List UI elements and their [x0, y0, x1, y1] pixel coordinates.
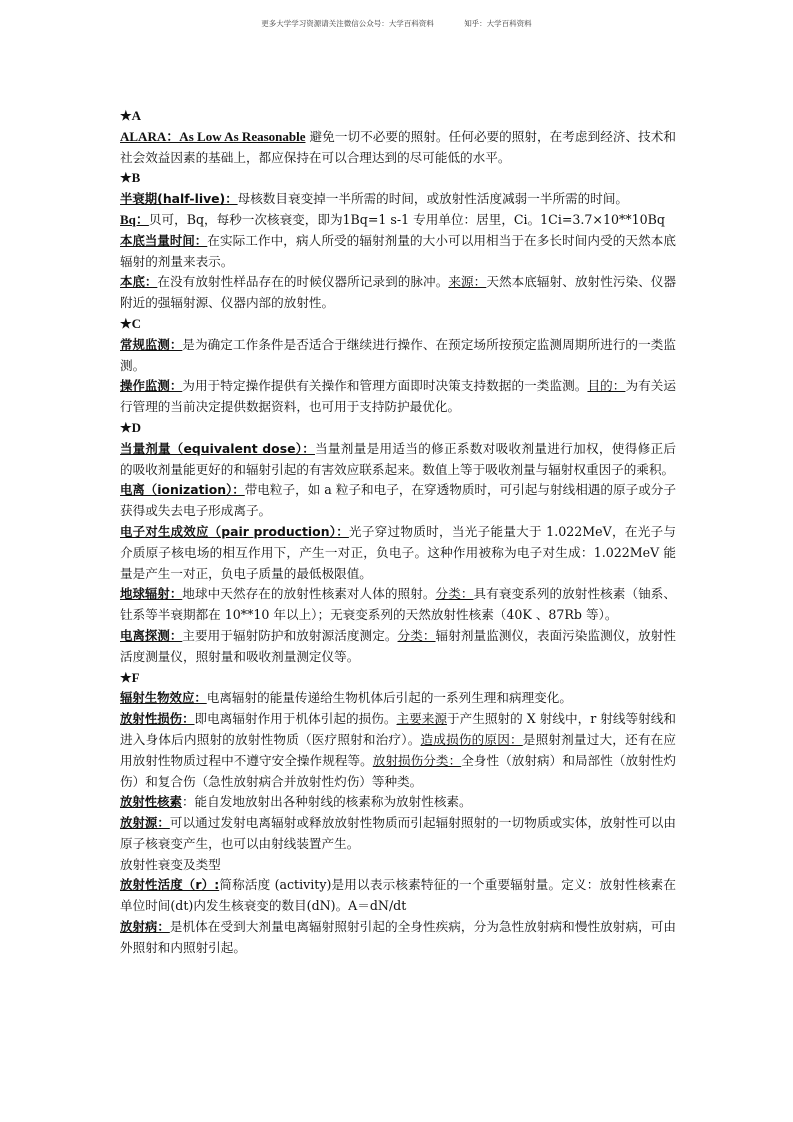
definition-bq: 贝可，Bq，每秒一次核衰变，即为1Bq=1 s-1 专用单位：居里，Ci。1Ci=3.7×10**10Bq: [148, 211, 665, 227]
entry-operation-monitoring: [120, 376, 676, 418]
definition-ionization-detection: 主要用于辐射防护和放射源活度测定。: [182, 627, 398, 643]
section-heading-f: ★F: [120, 669, 140, 685]
definition-alara: 避免一切不必要的照射。任何必要的照射，在考虑到经济、技术和社会效益因素的基础上，都应保持在可以合理达到的尽可能低的水平。: [120, 128, 676, 165]
label-operation-purpose: 目的：: [587, 378, 626, 394]
entry-activity: [120, 875, 676, 917]
term-operation-monitoring: 操作监测：: [120, 378, 183, 394]
text-terrestrial-class: 具有衰变系列的放射性核素（铀系、钍系等半衰期都在 10**10 年以上）；无衰变系列的天然放射性核素（40K 、87Rb 等）。: [120, 586, 677, 623]
term-biological-effect: 辐射生物效应：: [120, 690, 207, 706]
term-background: 本底：: [120, 274, 158, 290]
definition-radiation-sickness: 是机体在受到大剂量电离辐射照射引起的全身性疾病，分为急性放射病和慢性放射病，可由外照射和内照射引起。: [120, 919, 676, 955]
label-injury-class: 放射损伤分类：: [372, 752, 462, 768]
term-radiation-source: 放射源：: [120, 815, 170, 831]
text-detection-class: 辐射剂量监测仪，表面污染监测仪，放射性活度测量仪，照射量和吸收剂量测定仪等。: [120, 627, 677, 664]
definition-radiation-source: 可以通过发射电离辐射或释放放射性物质而引起辐射照射的一切物质或实体，放射性可以由原子核衰变产生，也可以由射线装置产生。: [120, 815, 676, 851]
term-half-life: 半衰期(half-live)：: [120, 191, 238, 207]
definition-activity: 简称活度 (activity)是用以表示核素特征的一个重要辐射量。定义：放射性核素在单位时间(dt)内发生核衰变的数目(dN)。A＝dN/dt: [120, 877, 676, 914]
entry-terrestrial-radiation: [120, 584, 676, 626]
term-background-equivalent-time: 本底当量时间：: [120, 232, 208, 248]
definition-radiation-injury-4: 全身性（放射病）和局部性（放射性灼伤）和复合伤（急性放射病合并放射性灼伤）等种类。: [120, 752, 677, 789]
definition-background-equivalent-time: 在实际工作中，病人所受的辐射剂量的大小可以用相当于在多长时间内受的天然本底辐射的剂量来表示。: [120, 232, 677, 269]
entry-radionuclide: [120, 792, 676, 813]
term-routine-monitoring: 常规监测：: [120, 336, 183, 352]
entry-pair-production: [120, 522, 676, 584]
label-background-source: 来源：: [448, 274, 487, 290]
entry-ionization: [120, 480, 676, 522]
definition-pair-production: 光子穿过物质时，当光子能量大于 1.022MeV，在光子与介质原子核电场的相互作用下，产生一对正，负电子。这种作用被称为电子对生成：1.022MeV 能量是产生一对正，负电子质量的最低极限值。: [120, 523, 677, 581]
label-injury-source: 主要来源: [396, 711, 447, 727]
definition-routine-monitoring: 是为确定工作条件是否适合于继续进行操作、在预定场所按预定监测周期所进行的一类监测。: [120, 336, 677, 373]
term-radiation-injury: 放射性损伤：: [120, 711, 195, 727]
term-equivalent-dose: 当量剂量（equivalent dose）：: [120, 440, 315, 456]
entry-half-life: [120, 189, 676, 210]
entry-radiation-source: [120, 813, 676, 855]
term-pair-production: 电子对生成效应（pair production）：: [120, 523, 349, 539]
header-zhihu-note: 知乎：大学百科资料: [464, 19, 532, 28]
term-alara: ALARA：As Low As Reasonable: [120, 128, 306, 144]
section-heading-a: ★A: [120, 108, 142, 123]
entry-background: [120, 272, 676, 314]
entry-alara: [120, 127, 676, 169]
term-ionization: 电离（ionization）：: [120, 482, 245, 498]
definition-equivalent-dose: 当量剂量是用适当的修正系数对吸收剂量进行加权，使得修正后的吸收剂量能更好的和辐射引起的有害效应联系起来。数值上等于吸收剂量与辐射权重因子的乘积。: [120, 440, 677, 477]
section-heading-c: ★C: [120, 315, 142, 331]
term-radionuclide: 放射性核素: [120, 794, 182, 810]
entry-radiation-sickness: [120, 917, 676, 959]
section-heading-d: ★D: [120, 419, 142, 435]
entry-decay-types: [120, 855, 676, 876]
entry-equivalent-dose: [120, 439, 676, 481]
header-wechat-note: 更多大学学习资源请关注微信公众号：大学百科资料: [261, 19, 434, 28]
text-operation-purpose: 为有关运行管理的当前决定提供数据资料，也可用于支持防护最优化。: [120, 378, 677, 415]
entry-bq: [120, 210, 676, 231]
definition-half-life: 母核数目衰变掉一半所需的时间，或放射性活度减弱一半所需的时间。: [237, 191, 629, 207]
document-body: [120, 106, 676, 959]
section-heading-b: ★B: [120, 170, 141, 186]
definition-ionization: 带电粒子，如 a 粒子和电子，在穿透物质时，可引起与射线相遇的原子或分子获得或失去电子形成离子。: [120, 482, 676, 519]
label-detection-class: 分类：: [397, 627, 436, 643]
entry-radiation-injury: [120, 709, 676, 792]
definition-background: 在没有放射性样品存在的时候仪器所记录到的脉冲。: [157, 274, 449, 290]
entry-routine-monitoring: [120, 335, 676, 377]
definition-radiation-injury-3: 是照射剂量过大，还有在应用放射性物质过程中不遵守安全操作规程等。: [120, 731, 677, 768]
entry-background-equivalent-time: [120, 231, 676, 273]
term-ionization-detection: 电离探测：: [120, 627, 183, 643]
entry-biological-effect: [120, 688, 676, 709]
term-radiation-sickness: 放射病：: [120, 919, 170, 935]
entry-ionization-detection: [120, 626, 676, 668]
definition-biological-effect: 电离辐射的能量传递给生物机体后引起的一系列生理和病理变化。: [206, 690, 572, 706]
text-decay-types: 放射性衰变及类型: [120, 856, 221, 872]
page-header: [0, 18, 793, 29]
label-injury-cause: 造成损伤的原因：: [420, 731, 523, 747]
text-background-source: 天然本底辐射、放射性污染、仪器附近的强辐射源、仪器内部的放射性。: [120, 274, 677, 311]
term-activity: 放射性活度（r）:: [120, 877, 220, 893]
definition-radiation-injury-2: 于产生照射的 X 射线中，r 射线等射线和进入身体后内照射的放射性物质（医疗照射和治疗）。: [120, 711, 677, 747]
term-terrestrial-radiation: 地球辐射：: [120, 586, 183, 602]
definition-operation-monitoring: 为用于特定操作提供有关操作和管理方面即时决策支持数据的一类监测。: [182, 378, 588, 394]
term-bq: Bq：: [120, 211, 149, 227]
label-terrestrial-class: 分类：: [435, 586, 474, 602]
definition-radionuclide: ：能自发地放射出各种射线的核素称为放射性核素。: [181, 794, 472, 810]
definition-radiation-injury-1: 即电离辐射作用于机体引起的损伤。: [194, 711, 397, 727]
definition-terrestrial-radiation: 地球中天然存在的放射性核素对人体的照射。: [182, 586, 436, 602]
